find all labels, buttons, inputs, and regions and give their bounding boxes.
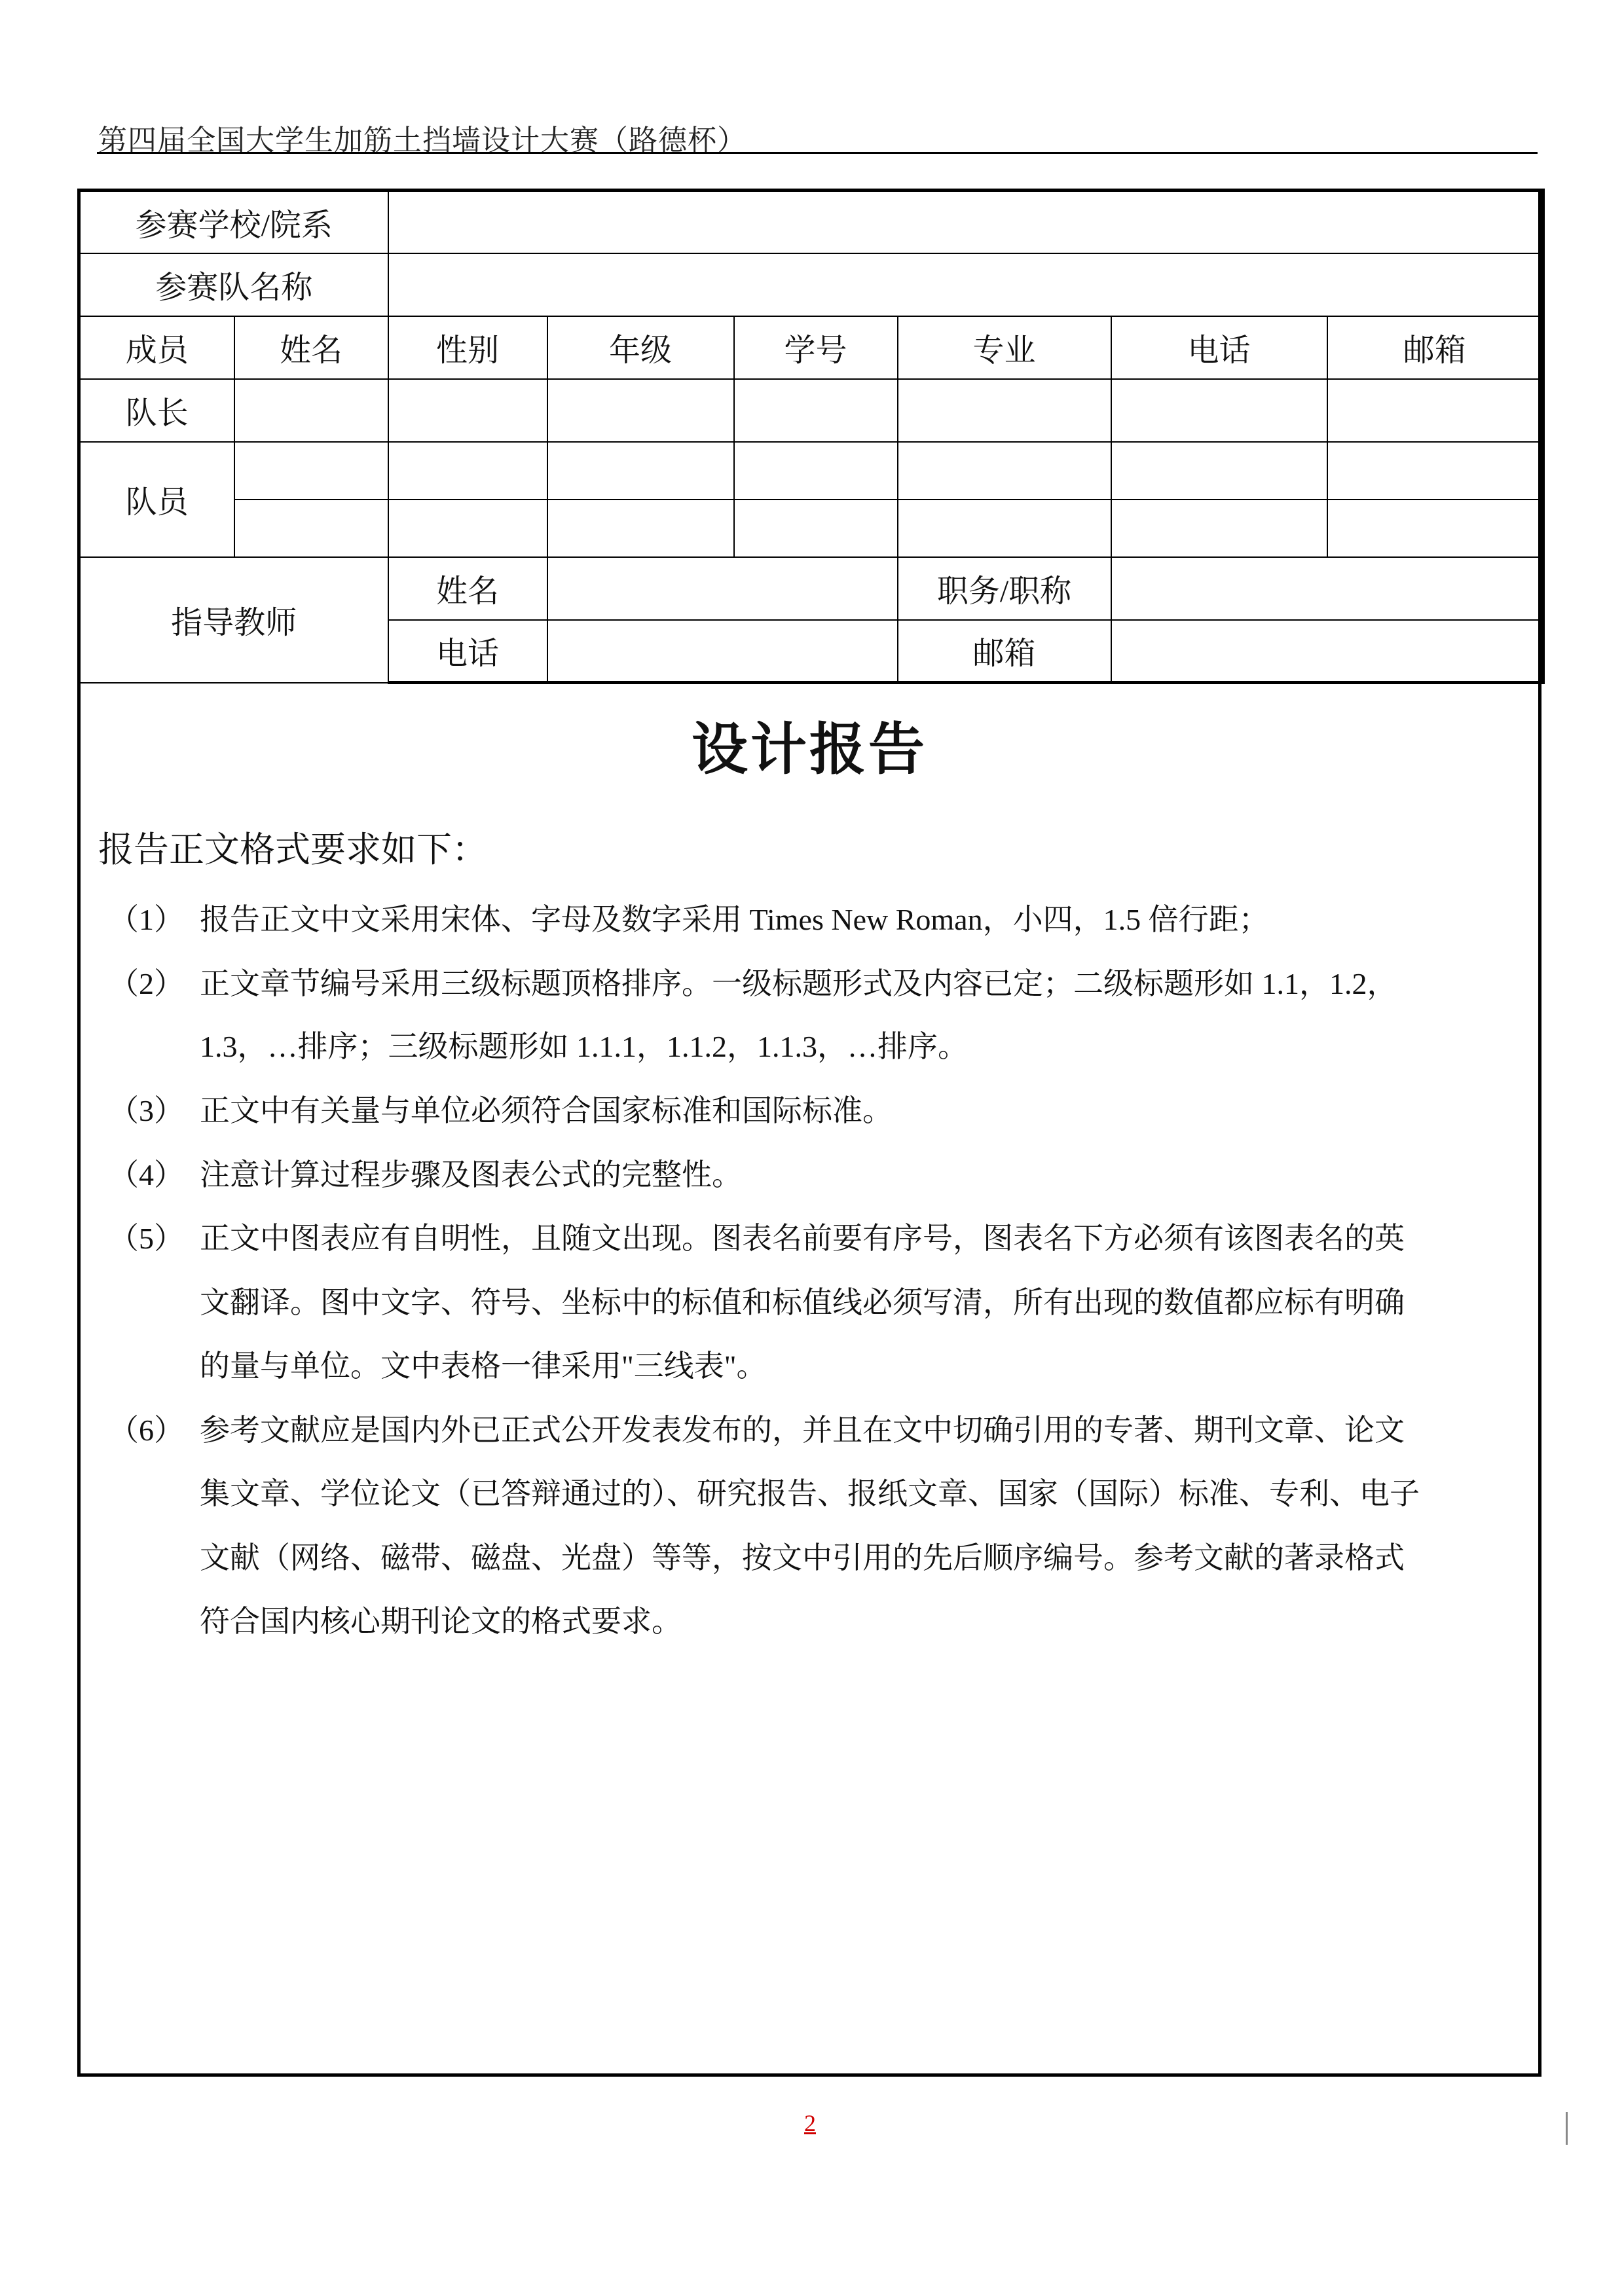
leader-email-cell[interactable] [1327,379,1543,442]
member2-major-cell[interactable] [898,500,1111,557]
requirement-number: （1） [109,903,184,936]
requirement-line: 的量与单位。文中表格一律采用"三线表"。 [200,1349,767,1383]
header-divider [97,152,1538,154]
member2-gender-cell[interactable] [388,500,547,557]
column-header-email: 邮箱 [1327,316,1543,379]
requirement-number: （6） [109,1413,184,1447]
margin-marker [1566,2112,1568,2145]
requirement-line: 正文章节编号采用三级标题顶格排序。一级标题形式及内容已定；二级标题形如 1.1，1.2， [200,967,1397,1000]
column-header-member: 成员 [79,316,234,379]
requirement-line: 正文中有关量与单位必须符合国家标准和国际标准。 [200,1094,893,1127]
leader-label: 队长 [79,379,234,442]
column-header-phone: 电话 [1111,316,1327,379]
advisor-title-label: 职务/职称 [898,557,1111,620]
team-name-input-cell[interactable] [388,253,1543,316]
requirement-line: 集文章、学位论文（已答辩通过的）、研究报告、报纸文章、国家（国际）标准、专利、电子 [200,1477,1420,1510]
leader-major-cell[interactable] [898,379,1111,442]
requirement-number: （2） [109,967,184,1000]
column-header-major: 专业 [898,316,1111,379]
requirement-line: 文献（网络、磁带、磁盘、光盘）等等，按文中引用的先后顺序编号。参考文献的著录格式 [200,1541,1405,1575]
member1-phone-cell[interactable] [1111,442,1327,500]
leader-name-cell[interactable] [234,379,388,442]
requirement-number: （5） [109,1222,184,1255]
member-label: 队员 [79,442,234,557]
member2-student-id-cell[interactable] [734,500,898,557]
column-header-gender: 性别 [388,316,547,379]
requirement-line: 注意计算过程步骤及图表公式的完整性。 [200,1158,742,1192]
requirement-number: （4） [109,1158,184,1192]
requirement-number: （3） [109,1094,184,1127]
requirement-line: 正文中图表应有自明性，且随文出现。图表名前要有序号，图表名下方必须有该图表名的英 [200,1222,1405,1255]
advisor-phone-label: 电话 [388,620,547,683]
page-number: 2 [804,2110,816,2136]
column-header-name: 姓名 [234,316,388,379]
member2-email-cell[interactable] [1327,500,1543,557]
advisor-email-label: 邮箱 [898,620,1111,683]
member1-email-cell[interactable] [1327,442,1543,500]
requirement-line: 文翻译。图中文字、符号、坐标中的标值和标值线必须写清，所有出现的数值都应标有明确 [200,1286,1405,1319]
member1-grade-cell[interactable] [547,442,734,500]
advisor-name-cell[interactable] [547,557,898,620]
registration-table [77,189,1545,684]
member2-phone-cell[interactable] [1111,500,1327,557]
format-requirements-heading: 报告正文格式要求如下： [98,830,487,869]
column-header-grade: 年级 [547,316,734,379]
member1-student-id-cell[interactable] [734,442,898,500]
school-label: 参赛学校/院系 [79,191,388,253]
member1-name-cell[interactable] [234,442,388,500]
member2-name-cell[interactable] [234,500,388,557]
member2-grade-cell[interactable] [547,500,734,557]
team-name-label: 参赛队名称 [79,253,388,316]
advisor-title-cell[interactable] [1111,557,1543,620]
leader-student-id-cell[interactable] [734,379,898,442]
leader-phone-cell[interactable] [1111,379,1327,442]
school-input-cell[interactable] [388,191,1543,253]
column-header-student-id: 学号 [734,316,898,379]
requirement-line: 参考文献应是国内外已正式公开发表发布的，并且在文中切确引用的专著、期刊文章、论文 [200,1413,1405,1447]
advisor-name-label: 姓名 [388,557,547,620]
member1-major-cell[interactable] [898,442,1111,500]
report-title: 设计报告 [692,717,927,782]
leader-grade-cell[interactable] [547,379,734,442]
leader-gender-cell[interactable] [388,379,547,442]
requirement-line: 报告正文中文采用宋体、字母及数字采用 Times New Roman，小四，1.5 倍行距； [200,903,1269,936]
requirement-line: 符合国内核心期刊论文的格式要求。 [200,1605,682,1638]
member1-gender-cell[interactable] [388,442,547,500]
advisor-label: 指导教师 [79,557,388,683]
advisor-email-cell[interactable] [1111,620,1543,683]
advisor-phone-cell[interactable] [547,620,898,683]
requirement-line: 1.3，…排序；三级标题形如 1.1.1，1.1.2，1.1.3，…排序。 [200,1030,968,1063]
document-header-title: 第四届全国大学生加筋土挡墙设计大赛（路德杯） [98,124,747,156]
